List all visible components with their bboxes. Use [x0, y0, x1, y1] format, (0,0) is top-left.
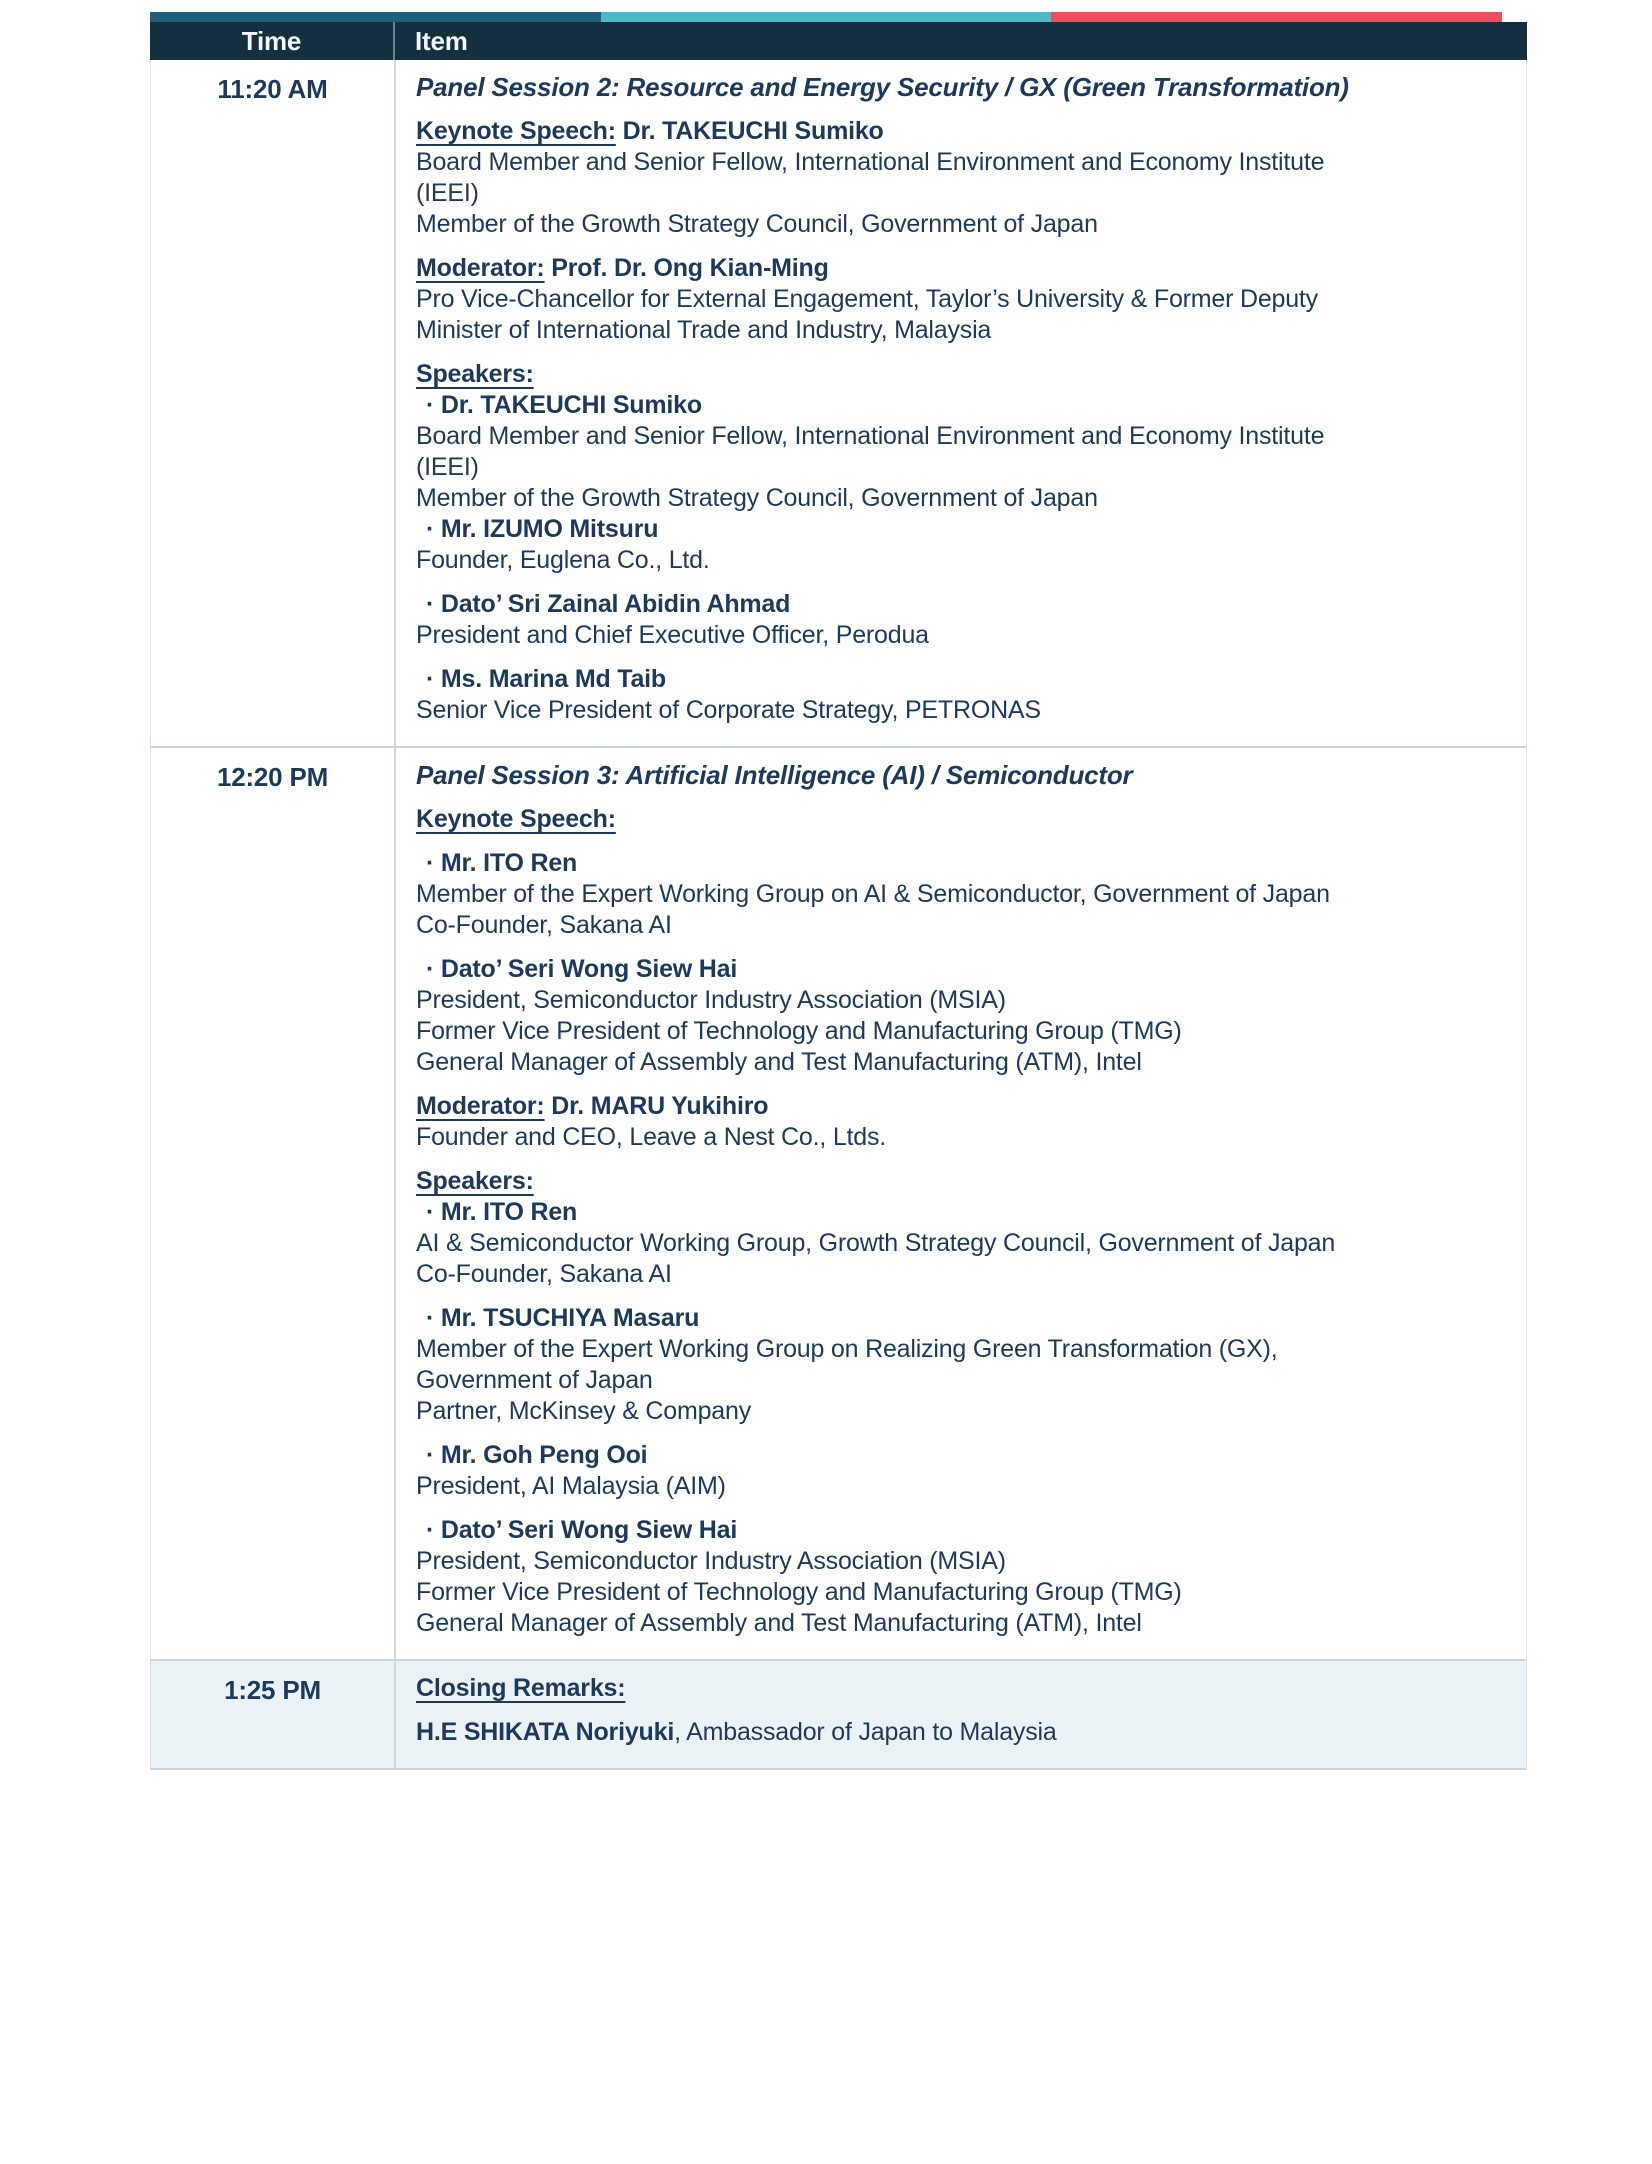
agenda-line: [416, 1334, 1502, 1365]
accent-segment-red: [1051, 12, 1502, 22]
agenda-line: [416, 209, 1502, 240]
agenda-paragraph: [416, 1440, 1502, 1502]
text-segment: President, AI Malaysia (AIM): [416, 1472, 726, 1500]
time-cell: 1:25 PM: [151, 1661, 396, 1768]
speaker-line: [416, 1303, 1502, 1334]
agenda-line: [416, 1228, 1502, 1259]
text-segment: Dato’ Sri Zainal Abidin Ahmad: [440, 590, 791, 618]
text-segment: Speakers:: [416, 360, 534, 388]
text-segment: Mr. Goh Peng Ooi: [440, 1441, 648, 1469]
text-segment: Keynote Speech:: [416, 805, 616, 833]
agenda-paragraph: [416, 1166, 1502, 1290]
agenda-line: [416, 1122, 1502, 1153]
text-segment: Mr. ITO Ren: [440, 1198, 578, 1226]
agenda-paragraph: [416, 589, 1502, 651]
text-segment: Government of Japan: [416, 1366, 653, 1394]
agenda-paragraph: [416, 1717, 1502, 1748]
agenda-line: [416, 695, 1502, 726]
text-segment: Panel Session 3: Artificial Intelligence (AI) / Semiconductor: [416, 760, 1133, 790]
speaker-line: [416, 1440, 1502, 1471]
text-segment: Prof. Dr. Ong Kian-Ming: [544, 254, 829, 282]
speaker-line: [416, 1515, 1502, 1546]
speaker-line: [416, 390, 1502, 421]
column-header-item: Item: [415, 25, 468, 56]
text-segment: General Manager of Assembly and Test Manufacturing (ATM), Intel: [416, 1609, 1142, 1637]
text-segment: Board Member and Senior Fellow, International Environment and Economy Institute: [416, 148, 1325, 176]
item-cell: [396, 60, 1526, 746]
agenda-line: [416, 1546, 1502, 1577]
agenda-line: [416, 620, 1502, 651]
text-segment: Pro Vice-Chancellor for External Engagement, Taylor’s University & Former Deputy: [416, 285, 1318, 313]
text-segment: Moderator:: [416, 254, 545, 282]
item-cell: [396, 1661, 1526, 1768]
text-segment: Dato’ Seri Wong Siew Hai: [440, 1516, 738, 1544]
text-segment: Founder, Euglena Co., Ltd.: [416, 546, 710, 574]
time-cell: 12:20 PM: [151, 748, 396, 1659]
agenda-line: [416, 1259, 1502, 1290]
accent-segment-blue: [150, 12, 601, 22]
agenda-line: [416, 284, 1502, 315]
text-segment: Dr. TAKEUCHI Sumiko: [615, 117, 884, 145]
text-segment: Former Vice President of Technology and Manufacturing Group (TMG): [416, 1017, 1182, 1045]
agenda-line: [416, 72, 1502, 103]
text-segment: Dato’ Seri Wong Siew Hai: [440, 955, 738, 983]
text-segment: Member of the Expert Working Group on AI & Semiconductor, Government of Japan: [416, 880, 1330, 908]
agenda-line: [416, 1166, 1502, 1197]
agenda-paragraph: [416, 1673, 1502, 1704]
speaker-line: [416, 589, 1502, 620]
text-segment: Dr. MARU Yukihiro: [544, 1092, 769, 1120]
agenda-paragraph: [416, 1091, 1502, 1153]
accent-segment-teal: [601, 12, 1052, 22]
item-cell: [396, 748, 1526, 1659]
agenda-line: [416, 452, 1502, 483]
agenda-line: [416, 359, 1502, 390]
text-segment: Partner, McKinsey & Company: [416, 1397, 752, 1425]
agenda-line: [416, 1396, 1502, 1427]
text-segment: Panel Session 2: Resource and Energy Security / GX (Green Transformation): [416, 72, 1349, 102]
text-segment: Co-Founder, Sakana AI: [416, 911, 672, 939]
agenda-rows: [150, 60, 1527, 1770]
agenda-line: [416, 1091, 1502, 1122]
speaker-line: [416, 1197, 1502, 1228]
agenda-line: [416, 760, 1502, 791]
agenda-line: [416, 1717, 1502, 1748]
session-title: [416, 72, 1502, 103]
agenda-line: [416, 1608, 1502, 1639]
agenda-line: [416, 1673, 1502, 1704]
session-title: [416, 760, 1502, 791]
agenda-paragraph: [416, 359, 1502, 576]
agenda-paragraph: [416, 954, 1502, 1078]
text-segment: (IEEI): [416, 179, 479, 207]
agenda-line: [416, 178, 1502, 209]
speaker-line: [416, 954, 1502, 985]
speaker-line: [416, 514, 1502, 545]
agenda-line: [416, 879, 1502, 910]
agenda-document: [150, 12, 1527, 1770]
agenda-line: [416, 1365, 1502, 1396]
agenda-row: [151, 748, 1526, 1661]
text-segment: President, Semiconductor Industry Association (MSIA): [416, 986, 1006, 1014]
text-segment: General Manager of Assembly and Test Manufacturing (ATM), Intel: [416, 1048, 1142, 1076]
agenda-line: [416, 421, 1502, 452]
agenda-line: [416, 315, 1502, 346]
agenda-row: [151, 1661, 1526, 1770]
accent-bar: [150, 12, 1502, 22]
agenda-line: [416, 1047, 1502, 1078]
agenda-paragraph: [416, 1303, 1502, 1427]
agenda-line: [416, 910, 1502, 941]
agenda-line: [416, 116, 1502, 147]
text-segment: Minister of International Trade and Industry, Malaysia: [416, 316, 992, 344]
text-segment: AI & Semiconductor Working Group, Growth Strategy Council, Government of Japan: [416, 1229, 1336, 1257]
speaker-line: [416, 664, 1502, 695]
agenda-paragraph: [416, 116, 1502, 240]
text-segment: Co-Founder, Sakana AI: [416, 1260, 672, 1288]
text-segment: H.E SHIKATA Noriyuki: [416, 1718, 675, 1746]
agenda-paragraph: [416, 664, 1502, 726]
text-segment: Moderator:: [416, 1092, 545, 1120]
agenda-paragraph: [416, 848, 1502, 941]
text-segment: Mr. ITO Ren: [440, 849, 578, 877]
agenda-line: [416, 1016, 1502, 1047]
text-segment: Closing Remarks:: [416, 1674, 626, 1702]
text-segment: Member of the Expert Working Group on Realizing Green Transformation (GX),: [416, 1335, 1278, 1363]
agenda-row: [151, 60, 1526, 748]
text-segment: President and Chief Executive Officer, Perodua: [416, 621, 929, 649]
text-segment: Former Vice President of Technology and Manufacturing Group (TMG): [416, 1578, 1182, 1606]
agenda-line: [416, 1471, 1502, 1502]
agenda-line: [416, 545, 1502, 576]
agenda-paragraph: [416, 1515, 1502, 1639]
agenda-line: [416, 985, 1502, 1016]
text-segment: President, Semiconductor Industry Association (MSIA): [416, 1547, 1006, 1575]
text-segment: Board Member and Senior Fellow, International Environment and Economy Institute: [416, 422, 1325, 450]
text-segment: Member of the Growth Strategy Council, Government of Japan: [416, 484, 1098, 512]
text-segment: Mr. IZUMO Mitsuru: [440, 515, 659, 543]
text-segment: Ms. Marina Md Taib: [440, 665, 666, 693]
agenda-line: [416, 253, 1502, 284]
agenda-line: [416, 804, 1502, 835]
text-segment: Dr. TAKEUCHI Sumiko: [440, 391, 702, 419]
agenda-line: [416, 483, 1502, 514]
text-segment: Keynote Speech:: [416, 117, 616, 145]
text-segment: Speakers:: [416, 1167, 534, 1195]
time-cell: 11:20 AM: [151, 60, 396, 746]
speaker-line: [416, 848, 1502, 879]
text-segment: Senior Vice President of Corporate Strategy, PETRONAS: [416, 696, 1041, 724]
text-segment: Founder and CEO, Leave a Nest Co., Ltds.: [416, 1123, 887, 1151]
text-segment: , Ambassador of Japan to Malaysia: [674, 1718, 1057, 1746]
agenda-line: [416, 147, 1502, 178]
table-header-row: [150, 22, 1527, 60]
agenda-paragraph: [416, 804, 1502, 835]
column-header-time: Time: [150, 22, 395, 60]
text-segment: Mr. TSUCHIYA Masaru: [440, 1304, 700, 1332]
agenda-line: [416, 1577, 1502, 1608]
agenda-paragraph: [416, 253, 1502, 346]
text-segment: (IEEI): [416, 453, 479, 481]
text-segment: Member of the Growth Strategy Council, Government of Japan: [416, 210, 1098, 238]
